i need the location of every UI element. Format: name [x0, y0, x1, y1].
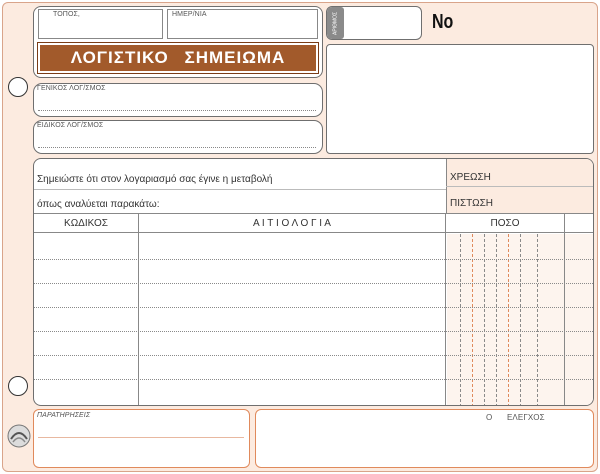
table-row[interactable] [34, 379, 594, 380]
remarks-box[interactable] [33, 409, 250, 468]
table-row[interactable] [34, 331, 594, 332]
main-table [33, 158, 594, 406]
printer-logo [6, 423, 32, 449]
table-row[interactable] [34, 355, 594, 356]
place-field[interactable] [38, 9, 163, 39]
notice-line-2: όπως αναλύεται παρακάτω: [37, 199, 160, 210]
date-field[interactable] [167, 9, 318, 39]
column-amount: ΠΟΣΟ [490, 217, 520, 229]
date-label: ΗΜΕΡ/ΝΙΑ [172, 11, 207, 18]
table-row[interactable] [34, 259, 594, 260]
number-label: No [432, 11, 454, 33]
serial-tab: ΑΡΙΘΜΟΣ [327, 7, 344, 39]
control-marker: Ο [486, 413, 493, 422]
remarks-label: ΠΑΡΑΤΗΡΗΣΕΙΣ [37, 412, 91, 419]
control-box[interactable] [255, 409, 594, 468]
address-box[interactable] [326, 44, 594, 154]
table-row[interactable] [34, 283, 594, 284]
special-account-label: ΕΙΔΙΚΟΣ ΛΟΓ/ΣΜΟΣ [37, 122, 104, 129]
column-description: Α Ι Τ Ι Ο Λ Ο Γ Ι Α [253, 217, 331, 229]
serial-box [326, 6, 422, 40]
form-title: ΛΟΓΙΣΤΙΚΟ ΣΗΜΕΙΩΜΑ [38, 43, 318, 73]
notice-line-1: Σημειώστε ότι στον λογαριασμό σας έγινε η μεταβολή [37, 174, 273, 185]
place-label: ΤΟΠΟΣ, [53, 11, 80, 18]
binder-hole-top [8, 77, 28, 97]
credit-label[interactable]: ΠΙΣΤΩΣΗ [450, 198, 493, 209]
remarks-line [38, 437, 244, 438]
separator-description [445, 213, 446, 406]
general-account-label: ΓΕΝΙΚΟΣ ΛΟΓ/ΣΜΟΣ [37, 85, 106, 92]
special-account-line [38, 147, 316, 148]
table-row[interactable] [34, 307, 594, 308]
control-label: ΕΛΕΓΧΟΣ [507, 413, 545, 422]
general-account-line [38, 110, 316, 111]
special-account-field[interactable] [33, 120, 323, 154]
debit-credit-divider [446, 186, 594, 187]
debit-label[interactable]: ΧΡΕΩΣΗ [450, 172, 491, 183]
column-code: ΚΩΔΙΚΟΣ [64, 217, 108, 229]
notice-divider [34, 189, 446, 190]
binder-hole-bottom [8, 376, 28, 396]
separator-code [138, 213, 139, 406]
separator-amount [564, 213, 565, 406]
general-account-field[interactable] [33, 83, 323, 117]
